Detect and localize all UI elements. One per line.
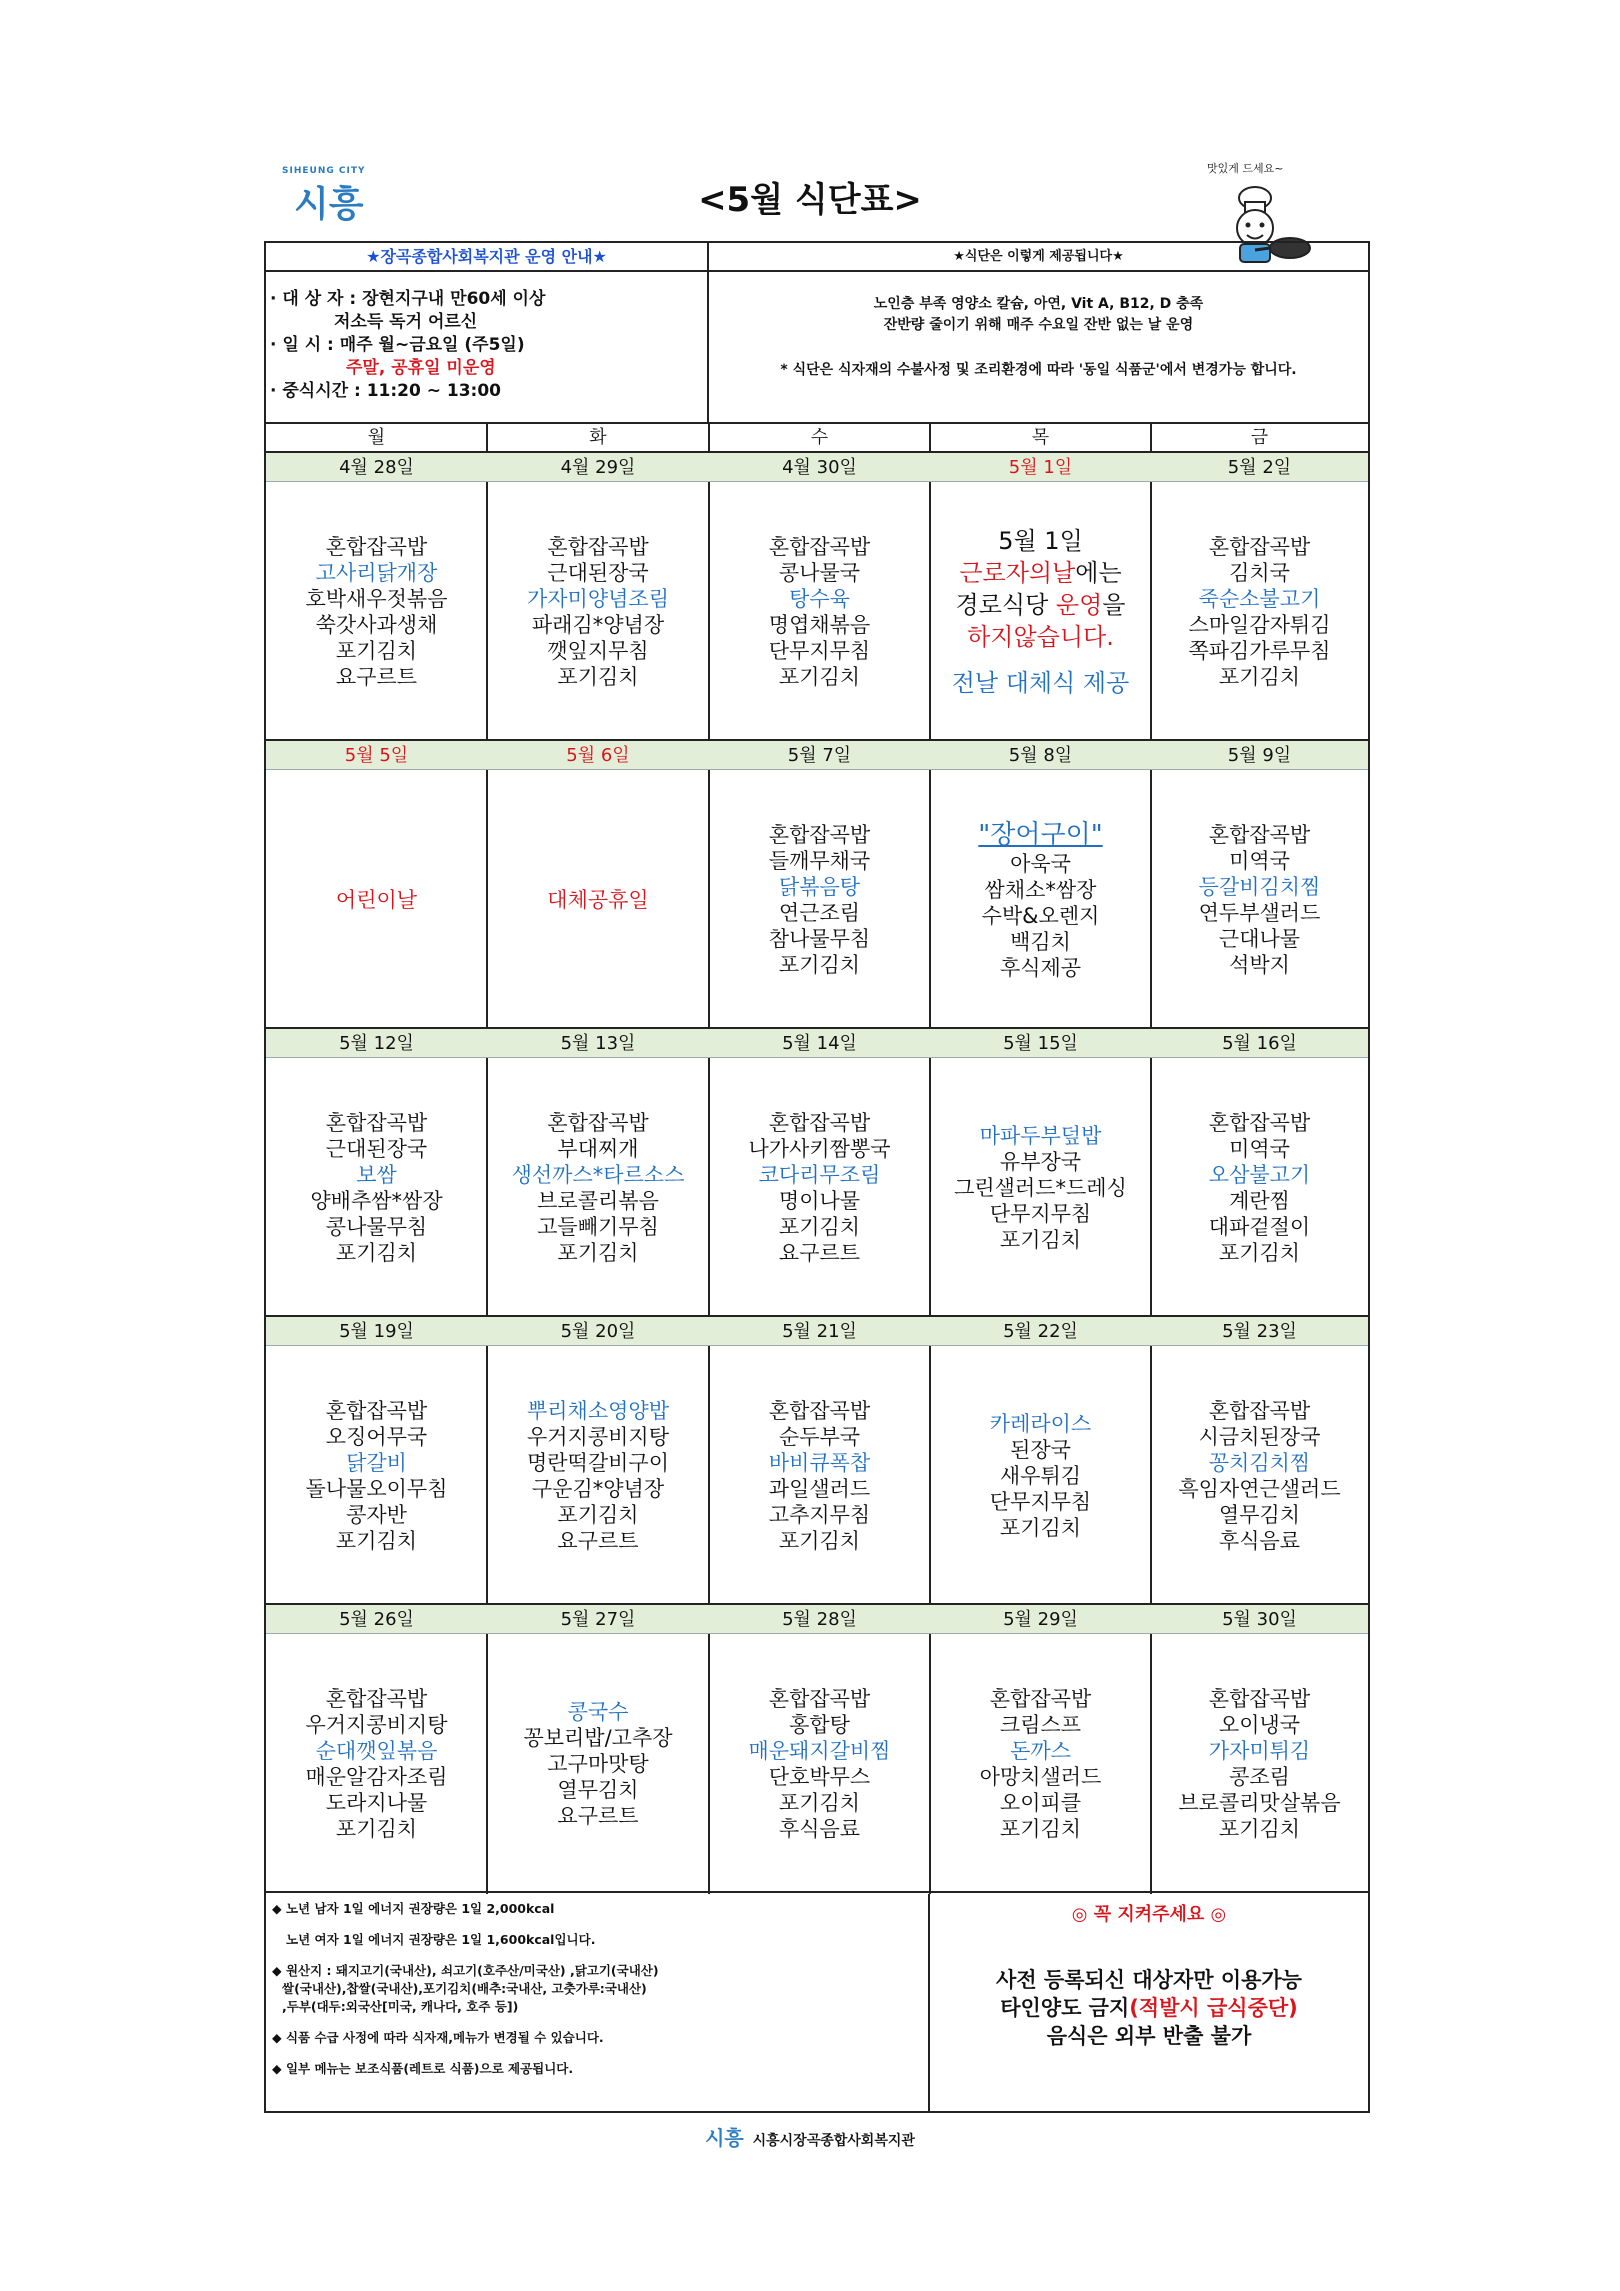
menu-cell [266, 482, 487, 741]
holiday-label: 대체공휴일 [547, 887, 649, 912]
menu-cell [709, 1058, 930, 1317]
nutrition-line: 노인층 부족 영양소 칼슘, 아연, Vit A, B12, D 충족 [873, 296, 1204, 312]
menu-item: 혼합잡곡밥 [768, 1686, 871, 1711]
date-cell: 5월 30일 [1222, 1609, 1297, 1630]
menu-item: 나가사키짬뽕국 [748, 1136, 891, 1161]
rules-title: ◎ 꼭 지켜주세요 ◎ [1071, 1904, 1227, 1925]
menu-item: 참나물무침 [768, 926, 871, 951]
menu-cell [1151, 482, 1368, 741]
date-cell: 5월 6일 [566, 745, 630, 766]
week-row-0 [266, 453, 1368, 741]
holiday-label: 어린이날 [335, 887, 418, 912]
menu-item: 대파겉절이 [1208, 1214, 1311, 1239]
menu-item: 닭볶음탕 [778, 874, 861, 899]
date-cell: 5월 29일 [1003, 1609, 1078, 1630]
menu-item: 콩국수 [567, 1699, 629, 1724]
menu-item: 아망치샐러드 [979, 1764, 1102, 1789]
origin-line-3: ,두부(대두:외국산[미국, 캐나다, 호주 등]) [282, 1999, 519, 2014]
menu-item: 백김치 [1010, 929, 1071, 954]
menu-item: 포기김치 [335, 1240, 418, 1265]
menu-item: 돈까스 [1010, 1738, 1071, 1763]
menu-cell [1151, 770, 1368, 1029]
menu-item: 카레라이스 [989, 1411, 1092, 1436]
menu-item: 돌나물오이무침 [305, 1476, 448, 1501]
menu-item: 명이나물 [778, 1188, 861, 1213]
menu-item: 코다리무조림 [758, 1162, 881, 1187]
menu-item: 콩나물무침 [325, 1214, 428, 1239]
menu-item: 연두부샐러드 [1198, 900, 1321, 925]
date-cell: 5월 22일 [1003, 1321, 1078, 1342]
menu-item: 미역국 [1229, 1136, 1290, 1161]
menu-cell [487, 1058, 709, 1317]
menu-item: 꽁보리밥/고추장 [523, 1725, 673, 1750]
menu-item: 콩조림 [1229, 1764, 1290, 1789]
leftover-line: 잔반량 줄이기 위해 매주 수요일 잔반 없는 날 운영 [883, 317, 1194, 333]
date-cell: 5월 2일 [1227, 457, 1292, 478]
date-cell: 5월 14일 [782, 1033, 857, 1054]
menu-cell [487, 1634, 709, 1893]
notice-not-operating: 하지않습니다. [967, 622, 1114, 651]
menu-item: 포기김치 [557, 664, 639, 689]
date-cell: 5월 15일 [1003, 1033, 1078, 1054]
menu-item: 고구마맛탕 [547, 1751, 649, 1776]
notice-date: 5월 1일 [998, 526, 1083, 555]
retort-note: ◆ 일부 메뉴는 보조식품(레트로 식품)으로 제공됩니다. [272, 2061, 574, 2076]
menu-item: 된장국 [1010, 1437, 1071, 1462]
menu-item: 아욱국 [1010, 851, 1071, 876]
date-cell: 5월 28일 [782, 1609, 857, 1630]
menu-cell [1151, 1634, 1368, 1893]
menu-cell [930, 1346, 1151, 1605]
meal-info-header: ★식단은 이렇게 제공됩니다★ [709, 243, 1368, 272]
notice-holiday [930, 557, 1151, 589]
notice-closed [930, 589, 1151, 621]
menu-item: 포기김치 [999, 1227, 1082, 1252]
menu-item: 호박새우젓볶음 [305, 586, 448, 611]
origin-line-2: 쌀(국내산),찹쌀(국내산),포기김치(배추:국내산, 고춧가루:국내산) [282, 1981, 647, 1996]
date-cell: 5월 13일 [560, 1033, 636, 1054]
notice-substitute: 전날 대체식 제공 [951, 668, 1130, 697]
menu-item: 가자미양념조림 [526, 586, 669, 611]
menu-item: 쪽파김가루무침 [1188, 638, 1331, 663]
logo-small-text: SIHEUNG CITY [282, 166, 366, 176]
menu-item: 양배추쌈*쌈장 [310, 1188, 443, 1213]
menu-item: 후식음료 [778, 1816, 861, 1841]
menu-item: 시금치된장국 [1198, 1424, 1321, 1449]
menu-item: 혼합잡곡밥 [989, 1686, 1092, 1711]
day-header-1: 화 [487, 424, 709, 453]
rule-registered-only: 사전 등록되신 대상자만 이용가능 [996, 1968, 1302, 1992]
menu-item: 새우튀김 [999, 1463, 1082, 1488]
menu-item: 요구르트 [778, 1240, 861, 1265]
menu-item: 들깨무채국 [768, 848, 871, 873]
menu-item: 가자미튀김 [1208, 1738, 1311, 1763]
menu-item: 혼합잡곡밥 [1208, 1398, 1311, 1423]
logo-main-text: 시흥 [294, 184, 364, 225]
rules-footer [930, 1894, 1368, 2111]
menu-item: 혼합잡곡밥 [325, 1686, 428, 1711]
menu-cell [930, 1058, 1151, 1317]
menu-cell [709, 1634, 930, 1893]
menu-cell [266, 1058, 487, 1317]
date-cell: 4월 29일 [560, 457, 636, 478]
date-cell: 5월 16일 [1222, 1033, 1297, 1054]
operation-info-header: ★장곡종합사회복지관 운영 안내★ [266, 243, 709, 272]
bottom-org-name: 시흥시장곡종합사회복지관 [752, 2133, 915, 2149]
day-header-0: 월 [266, 424, 487, 453]
menu-item: "장어구이" [978, 819, 1103, 850]
menu-item: 부대찌개 [557, 1136, 639, 1161]
menu-item: 탕수육 [789, 586, 850, 611]
menu-item: 오이냉국 [1218, 1712, 1301, 1737]
menu-item: 혼합잡곡밥 [1208, 1686, 1311, 1711]
schedule-line: · 일 시 : 매주 월~금요일 (주5일) [270, 335, 525, 355]
menu-item: 근대나물 [1218, 926, 1301, 951]
menu-cell [1151, 1058, 1368, 1317]
menu-item: 석박지 [1229, 952, 1290, 977]
menu-item: 구운김*양념장 [531, 1476, 665, 1501]
menu-item: 명엽채볶음 [768, 612, 871, 637]
energy-female: 노년 여자 1일 에너지 권장량은 1일 1,600kcal입니다. [286, 1932, 596, 1947]
date-cell: 5월 19일 [339, 1321, 414, 1342]
menu-item: 파래김*양념장 [531, 612, 665, 637]
menu-item: 수박&오렌지 [981, 903, 1100, 928]
date-cell: 5월 12일 [339, 1033, 414, 1054]
page-title: <5월 식단표> [698, 180, 922, 220]
origin-line-1: ◆ 원산지 : 돼지고기(국내산), 쇠고기(호주산/미국산) ,닭고기(국내산) [272, 1963, 659, 1978]
menu-item: 오삼불고기 [1208, 1162, 1311, 1187]
menu-item: 오이피클 [999, 1790, 1082, 1815]
menu-item: 바비큐폭찹 [768, 1450, 871, 1475]
menu-item: 보쌈 [356, 1162, 397, 1187]
notice-suffix: 에는 [1075, 558, 1122, 587]
menu-item: 연근조림 [778, 900, 861, 925]
date-cell: 5월 7일 [787, 745, 852, 766]
menu-item: 고추지무침 [768, 1502, 871, 1527]
menu-item: 크림스프 [999, 1712, 1082, 1737]
day-header-3: 목 [930, 424, 1151, 453]
bottom-org-logo [0, 2122, 1620, 2151]
menu-cell [930, 482, 1151, 741]
menu-item: 깻잎지무침 [547, 638, 649, 663]
menu-cell [487, 770, 709, 1029]
date-cell: 5월 23일 [1222, 1321, 1297, 1342]
menu-item: 혼합잡곡밥 [1208, 1110, 1311, 1135]
menu-item: 마파두부덮밥 [979, 1123, 1102, 1148]
menu-item: 매운돼지갈비찜 [748, 1738, 891, 1763]
menu-item: 포기김치 [778, 1528, 861, 1553]
menu-item: 계란찜 [1229, 1188, 1290, 1213]
menu-cell [930, 770, 1151, 1029]
date-cell: 5월 5일 [344, 745, 409, 766]
nutrition-footer [266, 1894, 930, 2111]
menu-item: 포기김치 [1218, 1240, 1301, 1265]
lunch-time-line: · 중식시간 : 11:20 ~ 13:00 [270, 381, 502, 401]
menu-item: 단무지무침 [989, 1489, 1092, 1514]
meal-info [709, 272, 1368, 424]
day-header-4: 금 [1151, 424, 1368, 453]
bottom-logo-mark: 시흥 [705, 2126, 744, 2150]
menu-item: 그린샐러드*드레싱 [954, 1175, 1127, 1200]
change-note: * 식단은 식자재의 수불사정 및 조리환경에 따라 '동일 식품군'에서 변경가능 합니다. [780, 362, 1297, 378]
date-cell: 5월 1일 [1008, 457, 1073, 478]
menu-item: 포기김치 [557, 1502, 639, 1527]
week-row-4 [266, 1605, 1368, 1893]
menu-item: 콩자반 [346, 1502, 407, 1527]
menu-item: 포기김치 [1218, 664, 1301, 689]
menu-item: 오징어무국 [325, 1424, 428, 1449]
menu-item: 혼합잡곡밥 [547, 1110, 649, 1135]
date-cell: 5월 21일 [782, 1321, 857, 1342]
menu-sheet [264, 241, 1370, 2113]
menu-item: 쑥갓사과생채 [315, 612, 438, 637]
menu-cell [487, 482, 709, 741]
menu-item: 혼합잡곡밥 [1208, 822, 1311, 847]
menu-cell [709, 1346, 930, 1605]
notice-cafeteria: 경로식당 [955, 590, 1056, 619]
menu-item: 콩나물국 [778, 560, 861, 585]
notice-particle: 을 [1102, 590, 1126, 619]
menu-item: 열무김치 [1218, 1502, 1301, 1527]
target-line-2: 저소득 독거 어르신 [334, 312, 478, 332]
menu-item: 우거지콩비지탕 [305, 1712, 448, 1737]
date-cell: 5월 9일 [1227, 745, 1292, 766]
menu-item: 포기김치 [1218, 1816, 1301, 1841]
menu-item: 뿌리채소영양밥 [526, 1398, 669, 1423]
menu-item: 혼합잡곡밥 [325, 534, 428, 559]
menu-item: 포기김치 [778, 1214, 861, 1239]
menu-item: 포기김치 [778, 952, 861, 977]
day-header-2: 수 [709, 424, 930, 453]
menu-item: 유부장국 [999, 1149, 1082, 1174]
menu-item: 생선까스*타르소스 [511, 1162, 685, 1187]
menu-item: 순두부국 [778, 1424, 861, 1449]
date-cell: 5월 27일 [560, 1609, 636, 1630]
menu-item: 혼합잡곡밥 [1208, 534, 1311, 559]
menu-item: 브로콜리맛살볶음 [1178, 1790, 1341, 1815]
menu-item: 포기김치 [557, 1240, 639, 1265]
rule-no-transfer [930, 1994, 1368, 2022]
mascot-speech: 맛있게 드세요~ [1207, 162, 1284, 175]
menu-item: 포기김치 [335, 1816, 418, 1841]
menu-item: 근대된장국 [325, 1136, 428, 1161]
menu-item: 꽁치김치찜 [1208, 1450, 1311, 1475]
date-cell: 5월 20일 [560, 1321, 636, 1342]
menu-cell [709, 482, 930, 741]
menu-item: 단무지무침 [768, 638, 871, 663]
menu-item: 열무김치 [557, 1777, 639, 1802]
menu-item: 포기김치 [335, 638, 418, 663]
labor-day-text: 근로자의날 [959, 558, 1076, 587]
menu-item: 우거지콩비지탕 [526, 1424, 669, 1449]
menu-cell [709, 770, 930, 1029]
menu-item: 근대된장국 [547, 560, 649, 585]
menu-item: 포기김치 [999, 1515, 1082, 1540]
menu-item: 후식음료 [1218, 1528, 1301, 1553]
target-line: · 대 상 자 : 장현지구내 만60세 이상 [270, 289, 546, 309]
menu-item: 브로콜리볶음 [537, 1188, 659, 1213]
date-cell: 4월 28일 [339, 457, 414, 478]
menu-item: 흑임자연근샐러드 [1178, 1476, 1341, 1501]
rule-penalty-text: (적발시 급식중단) [1129, 1996, 1298, 2020]
rule-no-takeout: 음식은 외부 반출 불가 [1046, 2024, 1252, 2048]
operation-info [266, 272, 709, 424]
menu-item: 혼합잡곡밥 [768, 1110, 871, 1135]
week-row-1 [266, 741, 1368, 1029]
menu-item: 요구르트 [557, 1803, 639, 1828]
menu-cell [930, 1634, 1151, 1893]
menu-item: 고사리닭개장 [315, 560, 438, 585]
menu-item: 매운알감자조림 [305, 1764, 448, 1789]
rule-no-transfer-text: 타인양도 금지 [1000, 1996, 1130, 2020]
menu-item: 단무지무침 [989, 1201, 1092, 1226]
menu-item: 혼합잡곡밥 [547, 534, 649, 559]
menu-cell [487, 1346, 709, 1605]
menu-item: 과일샐러드 [768, 1476, 871, 1501]
menu-item: 닭갈비 [346, 1450, 407, 1475]
menu-item: 등갈비김치찜 [1198, 874, 1321, 899]
menu-item: 혼합잡곡밥 [768, 822, 871, 847]
menu-item: 포기김치 [778, 1790, 861, 1815]
week-row-2 [266, 1029, 1368, 1317]
menu-item: 요구르트 [557, 1528, 639, 1553]
menu-item: 홍합탕 [789, 1712, 850, 1737]
energy-male: ◆ 노년 남자 1일 에너지 권장량은 1일 2,000kcal [272, 1901, 555, 1916]
date-cell: 5월 8일 [1008, 745, 1073, 766]
menu-item: 포기김치 [778, 664, 861, 689]
menu-item: 쌈채소*쌈장 [984, 877, 1097, 902]
menu-item: 도라지나물 [325, 1790, 428, 1815]
date-cell: 4월 30일 [782, 457, 857, 478]
menu-item: 혼합잡곡밥 [325, 1110, 428, 1135]
menu-item: 죽순소불고기 [1198, 586, 1321, 611]
menu-item: 포기김치 [335, 1528, 418, 1553]
menu-item: 명란떡갈비구이 [526, 1450, 669, 1475]
menu-item: 혼합잡곡밥 [325, 1398, 428, 1423]
menu-cell [266, 1634, 487, 1893]
menu-item: 순대깻잎볶음 [315, 1738, 438, 1763]
menu-item: 고들빼기무침 [537, 1214, 659, 1239]
menu-item: 스마일감자튀김 [1188, 612, 1331, 637]
menu-item: 미역국 [1229, 848, 1290, 873]
menu-change-note: ◆ 식품 수급 사정에 따라 식자재,메뉴가 변경될 수 있습니다. [272, 2030, 604, 2045]
menu-item: 포기김치 [999, 1816, 1082, 1841]
menu-item: 혼합잡곡밥 [768, 534, 871, 559]
menu-item: 김치국 [1229, 560, 1290, 585]
date-cell: 5월 26일 [339, 1609, 414, 1630]
menu-cell [266, 770, 487, 1029]
menu-item: 혼합잡곡밥 [768, 1398, 871, 1423]
notice-operation: 운영 [1055, 590, 1103, 619]
origin-info [272, 1962, 928, 2016]
menu-item: 단호박무스 [768, 1764, 871, 1789]
menu-item: 후식제공 [999, 955, 1082, 980]
menu-cell [266, 1346, 487, 1605]
week-row-3 [266, 1317, 1368, 1605]
menu-cell [1151, 1346, 1368, 1605]
closed-days-line: 주말, 공휴일 미운영 [346, 358, 496, 378]
menu-item: 요구르트 [335, 664, 418, 689]
